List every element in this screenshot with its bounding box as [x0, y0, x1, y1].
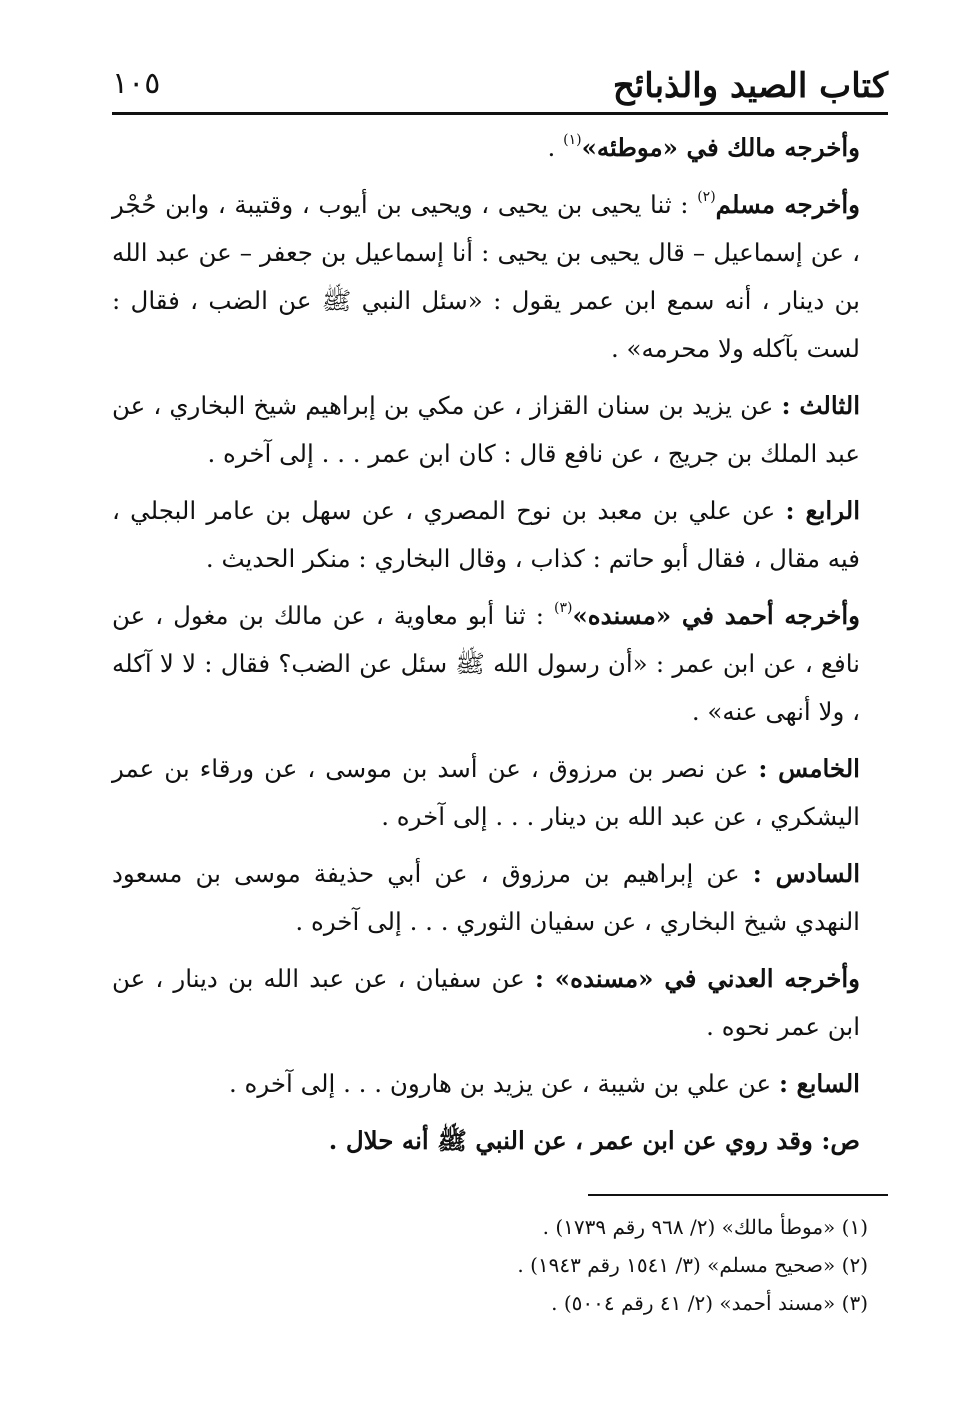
paragraph-text: عن علي بن شيبة ، عن يزيد بن هارون . . . إلى آخره .	[228, 1069, 779, 1098]
paragraph-seventh	[112, 1060, 888, 1108]
paragraph-lead: وأخرجه مالك في «موطئه»	[581, 133, 860, 162]
paragraph-adani	[112, 955, 888, 1051]
paragraph-text: عن علي بن معبد بن نوح المصري ، عن سهل بن عامر البجلي ، فيه مقال ، فقال أبو حاتم : كذاب ، وقال البخاري : منكر الحديث .	[112, 496, 860, 573]
paragraph-malik	[112, 124, 888, 172]
paragraph-text: عن يزيد بن سنان القزاز ، عن مكي بن إبراهيم شيخ البخاري ، عن عبد الملك بن جريج ، عن نافع قال : كان ابن عمر . . . إلى آخره .	[112, 391, 860, 468]
paragraph-third	[112, 382, 888, 478]
page-header	[112, 60, 888, 110]
footnote-3: (٣) «مسند أحمد» (٢/ ٤١ رقم ٥٠٠٤) .	[551, 1291, 868, 1315]
footnote-ref: (١)	[563, 132, 582, 148]
header-rule	[112, 112, 888, 115]
main-text	[112, 124, 888, 1174]
paragraph-ahmad	[112, 592, 888, 736]
paragraph-lead: وأخرجه أحمد في «مسنده»	[572, 601, 860, 630]
paragraph-lead: ص: وقد روي عن ابن عمر ، عن النبي ﷺ أنه حلال .	[328, 1126, 860, 1155]
footnote-rule	[588, 1194, 888, 1196]
footnote-ref: (٢)	[697, 189, 716, 205]
paragraph-text: .	[547, 133, 564, 162]
paragraph-text: عن نصر بن مرزوق ، عن أسد بن موسى ، عن ورقاء بن عمر اليشكري ، عن عبد الله بن دينار . . . إلى آخره .	[112, 754, 860, 831]
running-title: كتاب الصيد والذبائح	[612, 66, 888, 106]
paragraph-lead: السابع :	[778, 1069, 860, 1098]
footnote-2: (٢) «صحيح مسلم» (٣/ ١٥٤١ رقم ١٩٤٣) .	[517, 1253, 868, 1277]
footnote-1: (١) «موطأ مالك» (٢/ ٩٦٨ رقم ١٧٣٩) .	[542, 1215, 868, 1239]
paragraph-text: : ثنا يحيى بن يحيى ، ويحيى بن أيوب ، وقتيبة ، وابن حُجْر ، عن إسماعيل – قال يحيى بن يحيى : أنا إسماعيل بن جعفر – عن عبد الله بن دينار ، أنه سمع ابن عمر يقول : «سئل النبي ﷺ عن الضب ، فقال : لست بآكله ولا محرمه» .	[112, 190, 860, 363]
paragraph-lead: السادس :	[752, 859, 861, 888]
paragraph-lead: وأخرجه مسلم	[715, 190, 860, 219]
paragraph-sixth	[112, 850, 888, 946]
paragraph-lead: وأخرجه العدني في «مسنده» :	[534, 964, 860, 993]
paragraph-text: عن سفيان ، عن عبد الله بن دينار ، عن ابن عمر نحوه .	[112, 964, 860, 1041]
footnotes	[92, 1208, 868, 1322]
paragraph-lead: الثالث :	[781, 391, 861, 420]
paragraph-lead: الرابع :	[785, 496, 860, 525]
paragraph-sad	[112, 1117, 888, 1165]
paragraph-fourth	[112, 487, 888, 583]
paragraph-lead: الخامس :	[758, 754, 860, 783]
footnote-ref: (٣)	[554, 600, 573, 616]
paragraph-fifth	[112, 745, 888, 841]
paragraph-muslim	[112, 181, 888, 373]
paragraph-text: عن إبراهيم بن مرزوق ، عن أبي حذيفة موسى بن مسعود النهدي شيخ البخاري ، عن سفيان الثوري . . . إلى آخره .	[112, 859, 860, 936]
page-number: ١٠٥	[112, 66, 161, 101]
paragraph-text: : ثنا أبو معاوية ، عن مالك بن مغول ، عن نافع ، عن ابن عمر : «أن رسول الله ﷺ سئل عن الضب؟ فقال : لا لا آكله ، ولا أنهى عنه» .	[112, 601, 860, 726]
